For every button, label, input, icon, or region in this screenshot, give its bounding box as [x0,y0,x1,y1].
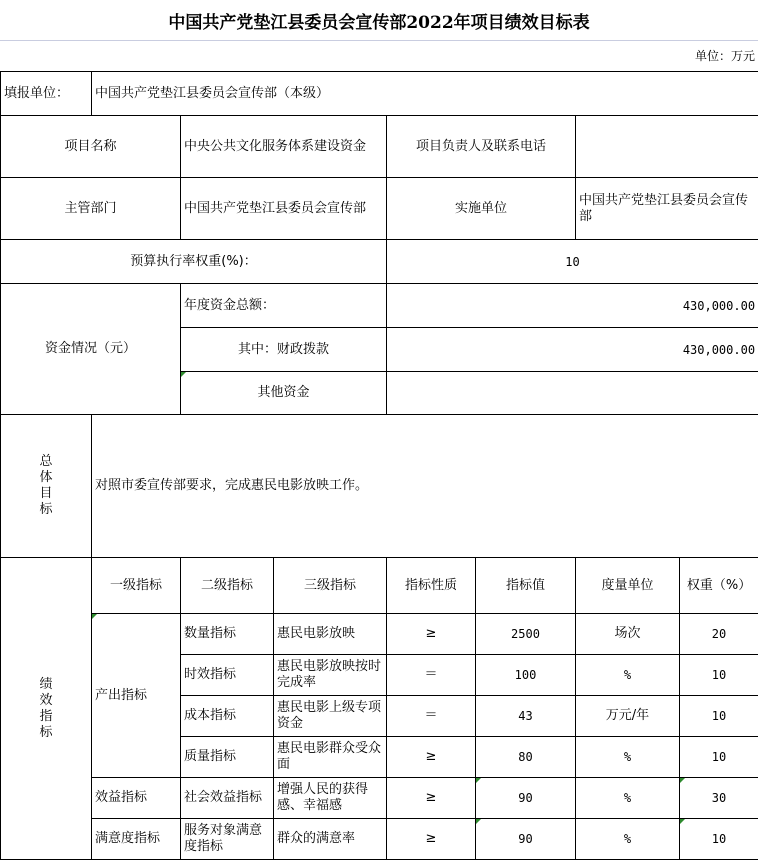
nature-cell: ≥ [387,778,476,819]
performance-target-table [0,71,758,860]
value-cell: 100 [476,655,576,696]
page-title: 中国共产党垫江县委员会宣传部2022年项目绩效目标表 [0,0,758,41]
value-cell: 90 [476,778,576,819]
unit-cell: % [576,819,680,860]
header-value: 指标值 [476,558,576,614]
project-contact-label: 项目负责人及联系电话 [387,116,576,178]
level3-cell: 惠民电影群众受众面 [274,737,387,778]
nature-cell: ≥ [387,614,476,655]
funds-fiscal-label: 其中：财政拨款 [181,328,387,372]
weight-cell: 10 [680,737,758,778]
funds-total-value: 430,000.00 [387,284,758,328]
level1-output: 产出指标 [92,614,181,778]
level2-cell: 成本指标 [181,696,274,737]
level3-cell: 群众的满意率 [274,819,387,860]
level3-cell: 惠民电影上级专项资金 [274,696,387,737]
header-level1: 一级指标 [92,558,181,614]
table-row [1,778,758,819]
budget-weight-value: 10 [387,240,758,284]
value-cell: 43 [476,696,576,737]
impl-label: 实施单位 [387,178,576,240]
header-unit: 度量单位 [576,558,680,614]
level2-cell: 服务对象满意度指标 [181,819,274,860]
overall-goal-label [1,415,92,558]
weight-cell: 10 [680,655,758,696]
overall-goal-row [1,415,758,558]
value-cell: 2500 [476,614,576,655]
level3-cell: 增强人民的获得感、幸福感 [274,778,387,819]
impl-value: 中国共产党垫江县委员会宣传部 [576,178,758,240]
table-row [1,614,758,655]
header-nature: 指标性质 [387,558,476,614]
budget-weight-label: 预算执行率权重(%)： [1,240,387,284]
unit-cell: 万元/年 [576,696,680,737]
level2-cell: 社会效益指标 [181,778,274,819]
overall-goal-label-text: 总 体 目 标 [4,454,88,518]
dept-label: 主管部门 [1,178,181,240]
unit-cell: % [576,778,680,819]
reporting-unit-label: 填报单位： [1,72,92,116]
weight-cell: 30 [680,778,758,819]
level2-cell: 数量指标 [181,614,274,655]
header-weight: 权重（%） [680,558,758,614]
funds-label: 资金情况（元） [1,284,181,415]
value-cell: 90 [476,819,576,860]
performance-header-row [1,558,758,614]
nature-cell: ＝ [387,655,476,696]
funds-total-row [1,284,758,328]
nature-cell: ≥ [387,737,476,778]
project-name-value: 中央公共文化服务体系建设资金 [181,116,387,178]
dept-value: 中国共产党垫江县委员会宣传部 [181,178,387,240]
department-row [1,178,758,240]
level3-cell: 惠民电影放映按时完成率 [274,655,387,696]
performance-label [1,558,92,860]
funds-fiscal-value: 430,000.00 [387,328,758,372]
header-level2: 二级指标 [181,558,274,614]
project-name-row [1,116,758,178]
level2-cell: 质量指标 [181,737,274,778]
table-row [1,819,758,860]
reporting-unit-value: 中国共产党垫江县委员会宣传部（本级） [92,72,758,116]
level1-satisfaction: 满意度指标 [92,819,181,860]
funds-total-label: 年度资金总额： [181,284,387,328]
reporting-unit-row [1,72,758,116]
funds-other-label: 其他资金 [181,372,387,415]
nature-cell: ＝ [387,696,476,737]
unit-cell: % [576,737,680,778]
overall-goal-text: 对照市委宣传部要求，完成惠民电影放映工作。 [92,415,758,558]
unit-cell: % [576,655,680,696]
unit-cell: 场次 [576,614,680,655]
header-level3: 三级指标 [274,558,387,614]
level3-cell: 惠民电影放映 [274,614,387,655]
performance-label-text: 绩 效 指 标 [4,677,88,741]
weight-cell: 10 [680,696,758,737]
project-contact-value [576,116,758,178]
unit-label: 单位：万元 [0,40,755,70]
funds-other-value [387,372,758,415]
level2-cell: 时效指标 [181,655,274,696]
budget-weight-row [1,240,758,284]
project-name-label: 项目名称 [1,116,181,178]
weight-cell: 20 [680,614,758,655]
nature-cell: ≥ [387,819,476,860]
value-cell: 80 [476,737,576,778]
weight-cell: 10 [680,819,758,860]
level1-benefit: 效益指标 [92,778,181,819]
